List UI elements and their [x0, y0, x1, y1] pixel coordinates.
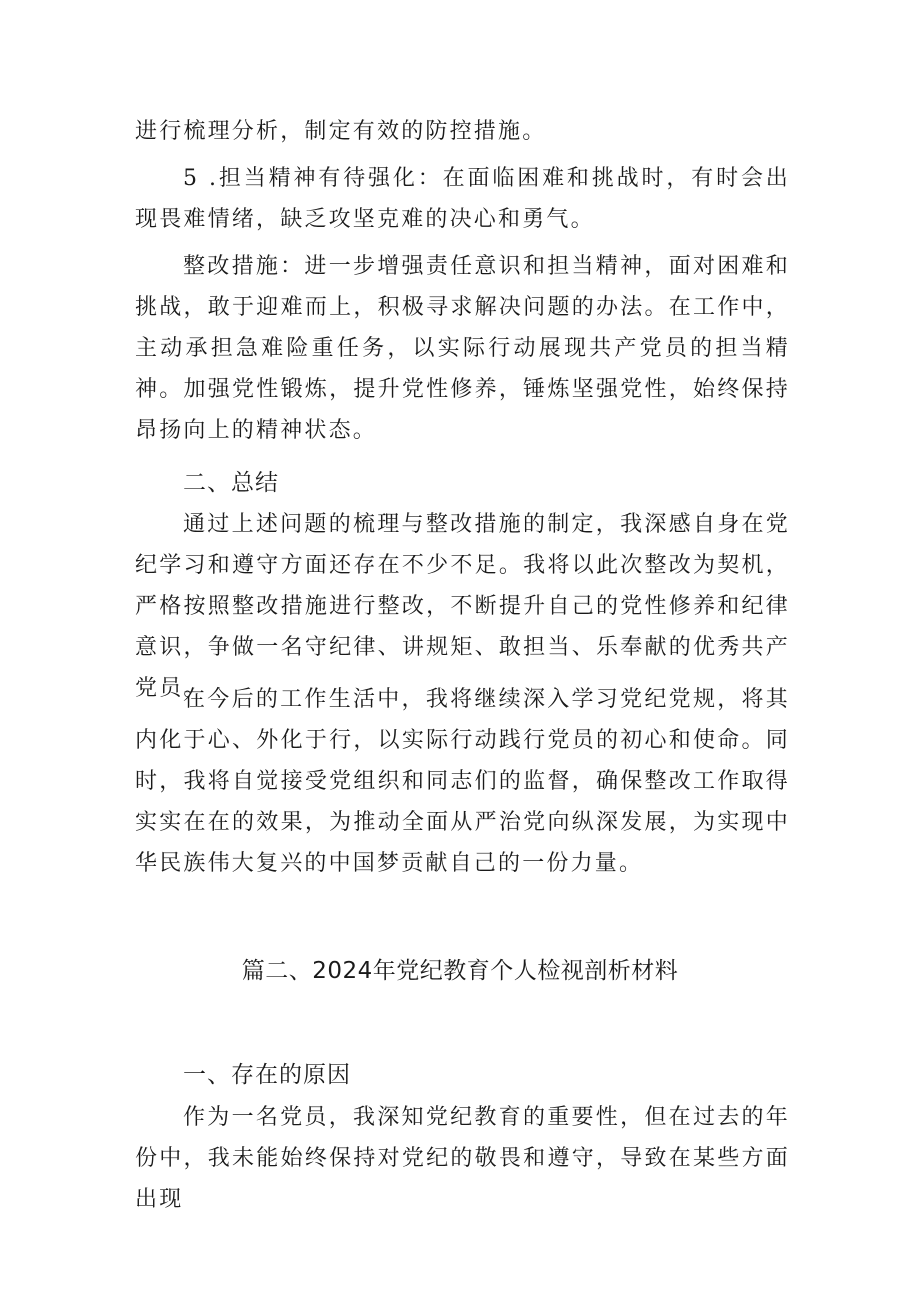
section-heading-reasons: 一、存在的原因 [183, 1062, 351, 1088]
paragraph-future-work: 在今后的工作生活中，我将继续深入学习党纪党规，将其内化于心、外化于行，以实际行动践行党员的初心和使命。同时，我将自觉接受党组织和同志们的监督，确保整改工作取得实实在在的效果，为推动全面从严治党向纵深发展，为实现中华民族伟大复兴的中国梦贡献自己的一份力量。 [135, 687, 790, 876]
article-title: 篇二、2024年党纪教育个人检视剖析材料 [241, 958, 679, 984]
paragraph-reasons: 作为一名党员，我深知党纪教育的重要性，但在过去的年份中，我未能始终保持对党纪的敬畏和遵守，导致在某些方面出现 [135, 1105, 790, 1212]
paragraph-summary: 通过上述问题的梳理与整改措施的制定，我深感自身在党纪学习和遵守方面还存在不少不足。我将以此次整改为契机，严格按照整改措施进行整改，不断提升自己的党性修养和纪律意识，争做一名守纪律、讲规矩、敢担当、乐奉献的优秀共产党员。 [135, 512, 790, 701]
paragraph-rectification-measures: 整改措施：进一步增强责任意识和担当精神，面对困难和挑战，敢于迎难而上，积极寻求解决问题的办法。在工作中，主动承担急难险重任务，以实际行动展现共产党员的担当精神。加强党性锻炼，提升党性修养，锤炼坚强党性，始终保持昂扬向上的精神状态。 [135, 254, 790, 443]
section-heading-summary: 二、总结 [183, 470, 279, 496]
paragraph-risk-control-end: 进行梳理分析，制定有效的防控措施。 [135, 119, 547, 144]
paragraph-responsibility-issue: 5 .担当精神有待强化：在面临困难和挑战时，有时会出现畏难情绪，缺乏攻坚克难的决心和勇气。 [135, 166, 790, 232]
